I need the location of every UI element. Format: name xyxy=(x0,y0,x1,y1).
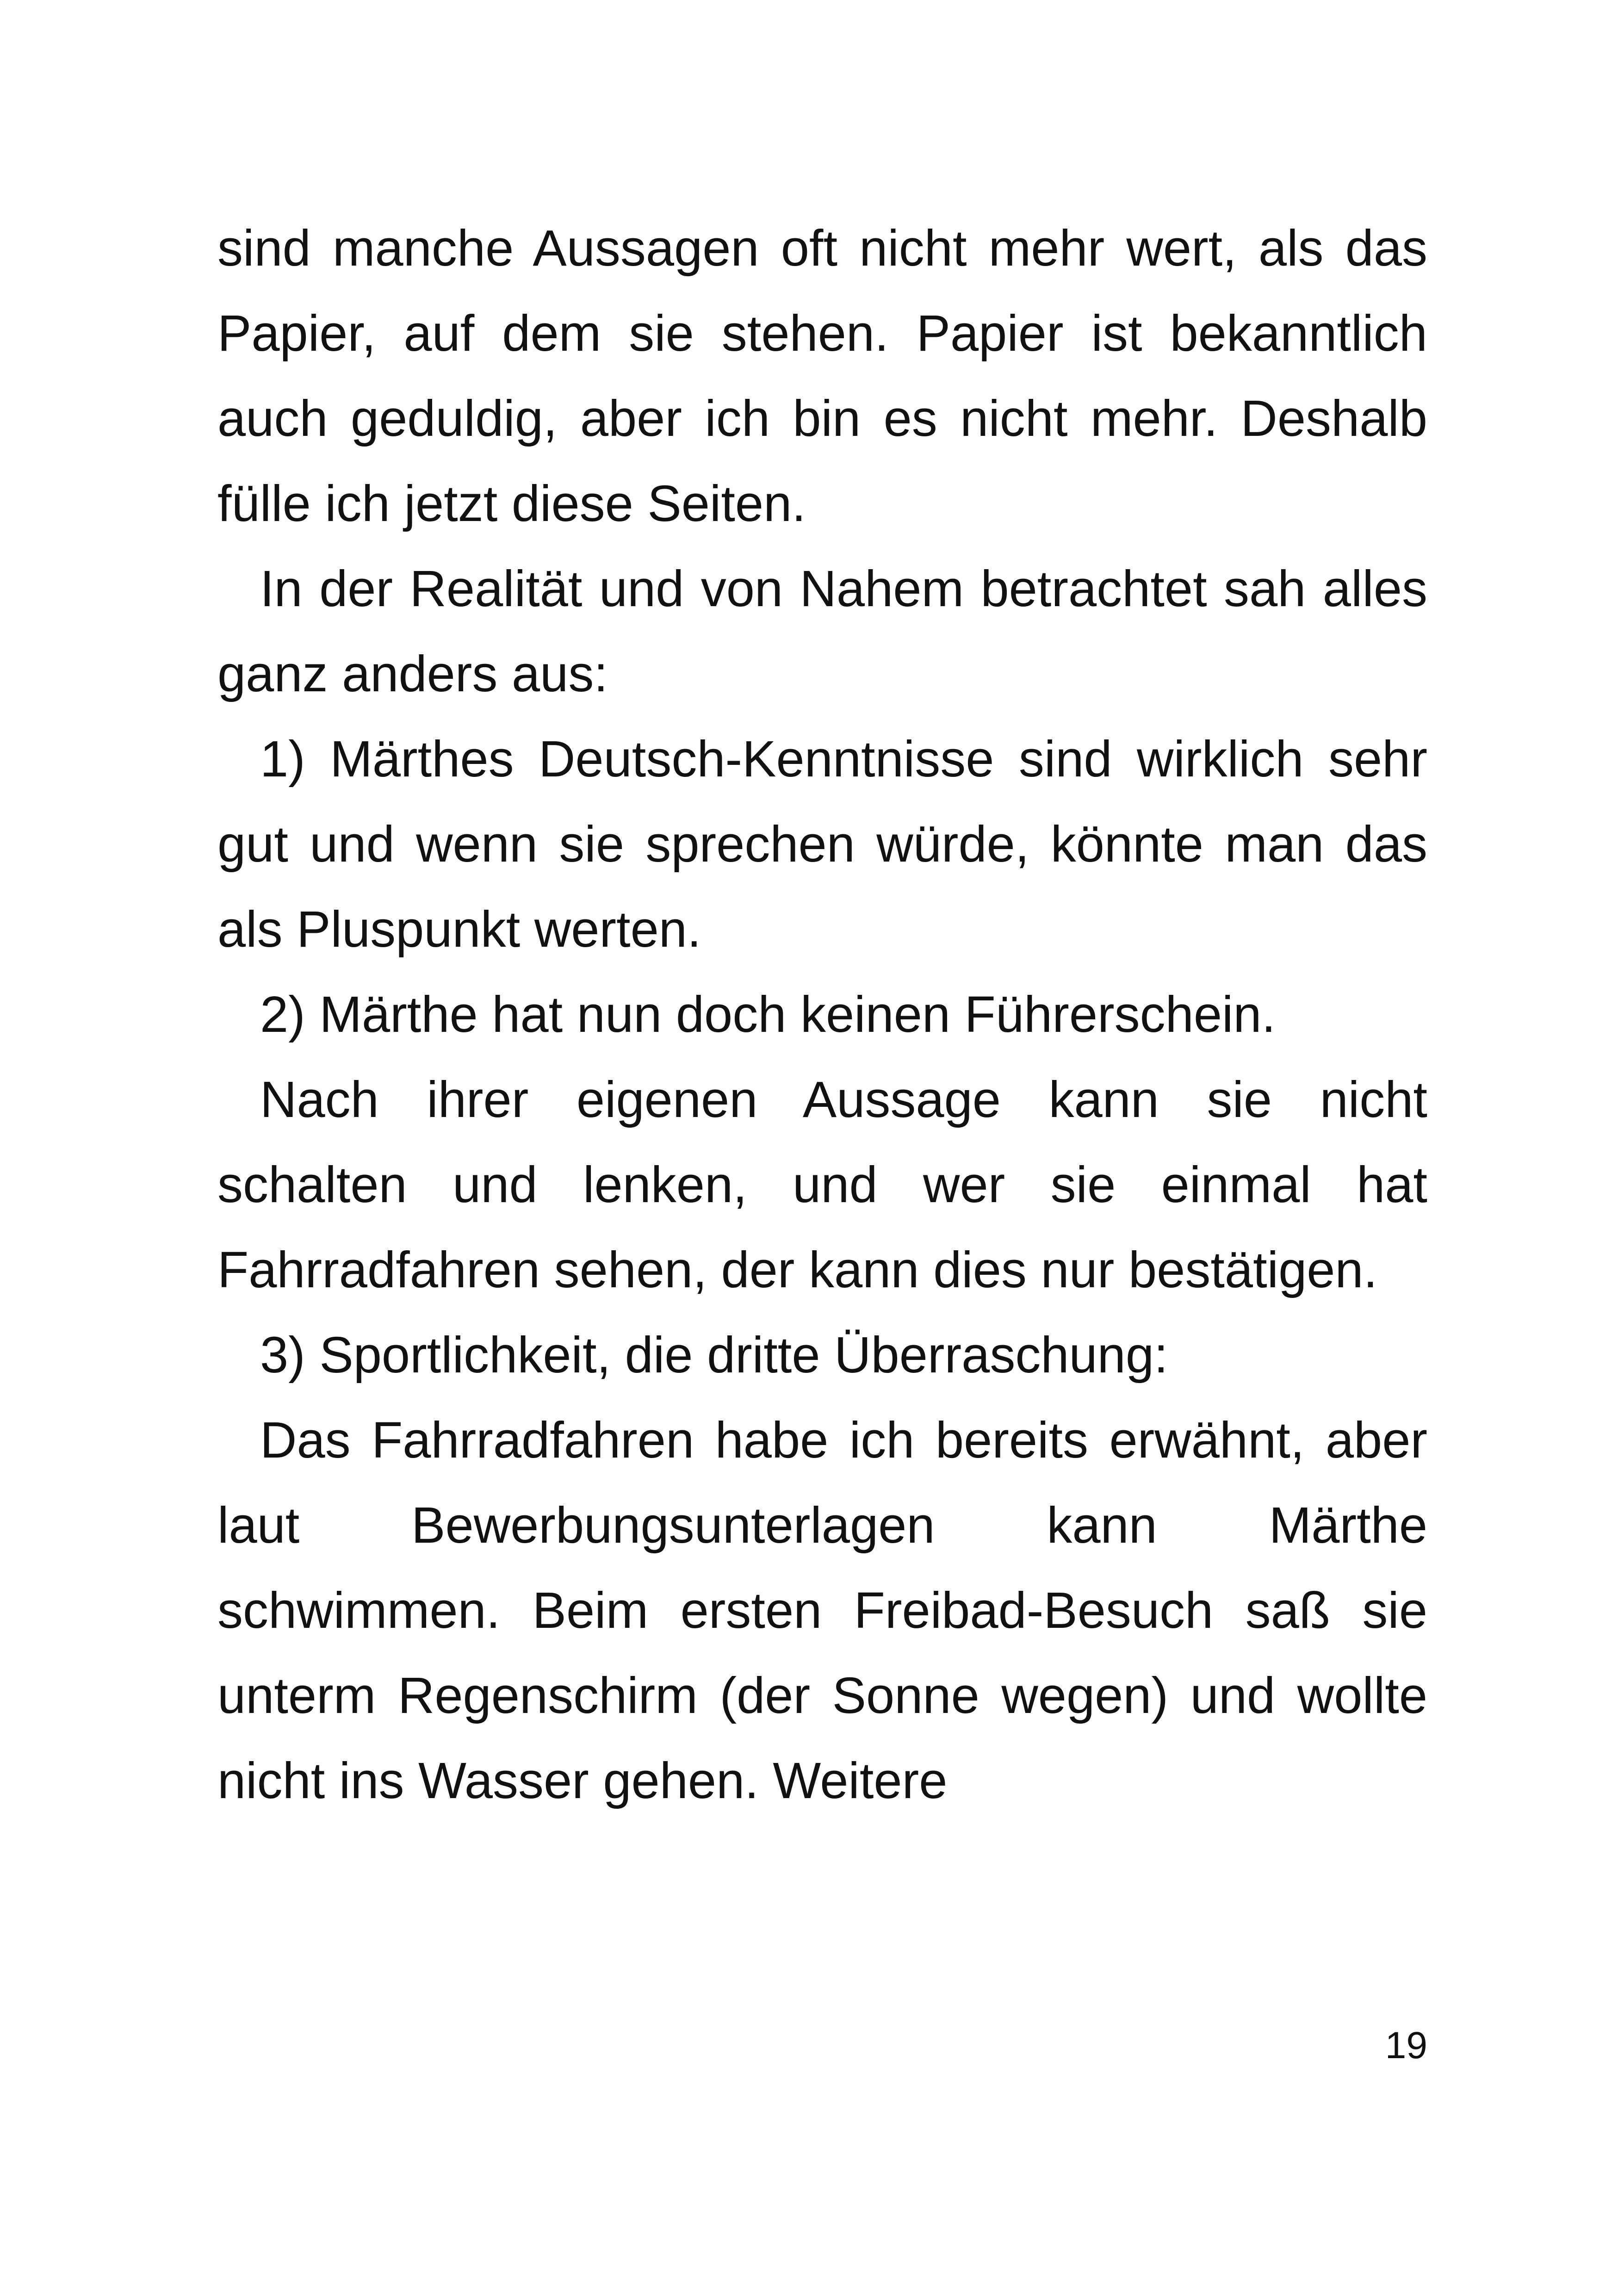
paragraph: Das Fahrradfahren habe ich bereits erwähnt, aber laut Bewerbungsunterlagen kann Märthe schwimmen. Beim ersten Freibad-Besuch saß sie unterm Regenschirm (der Sonne wegen) und wollte nicht ins Wasser gehen. Weitere xyxy=(217,1412,1427,1809)
paragraph: 3) Sportlichkeit, die dritte Überraschung: xyxy=(260,1327,1168,1384)
paragraph: In der Realität und von Nahem betrachtet sah alles ganz anders aus: xyxy=(217,560,1427,702)
page-number: 19 xyxy=(1385,2024,1427,2066)
paragraph: 2) Märthe hat nun doch keinen Führerschein. xyxy=(260,986,1276,1043)
body-text xyxy=(217,206,1427,1824)
paragraph: 1) Märthes Deutsch-Kenntnisse sind wirklich sehr gut und wenn sie sprechen würde, könnte man das als Pluspunkt werten. xyxy=(217,731,1427,958)
paragraph: sind manche Aussagen oft nicht mehr wert, als das Papier, auf dem sie stehen. Papier ist bekanntlich auch geduldig, aber ich bin es nicht mehr. Deshalb fülle ich jetzt diese Seiten. xyxy=(217,220,1427,532)
paragraph: Nach ihrer eigenen Aussage kann sie nicht schalten und lenken, und wer sie einmal hat Fahrradfahren sehen, der kann dies nur bestätigen. xyxy=(217,1071,1427,1298)
